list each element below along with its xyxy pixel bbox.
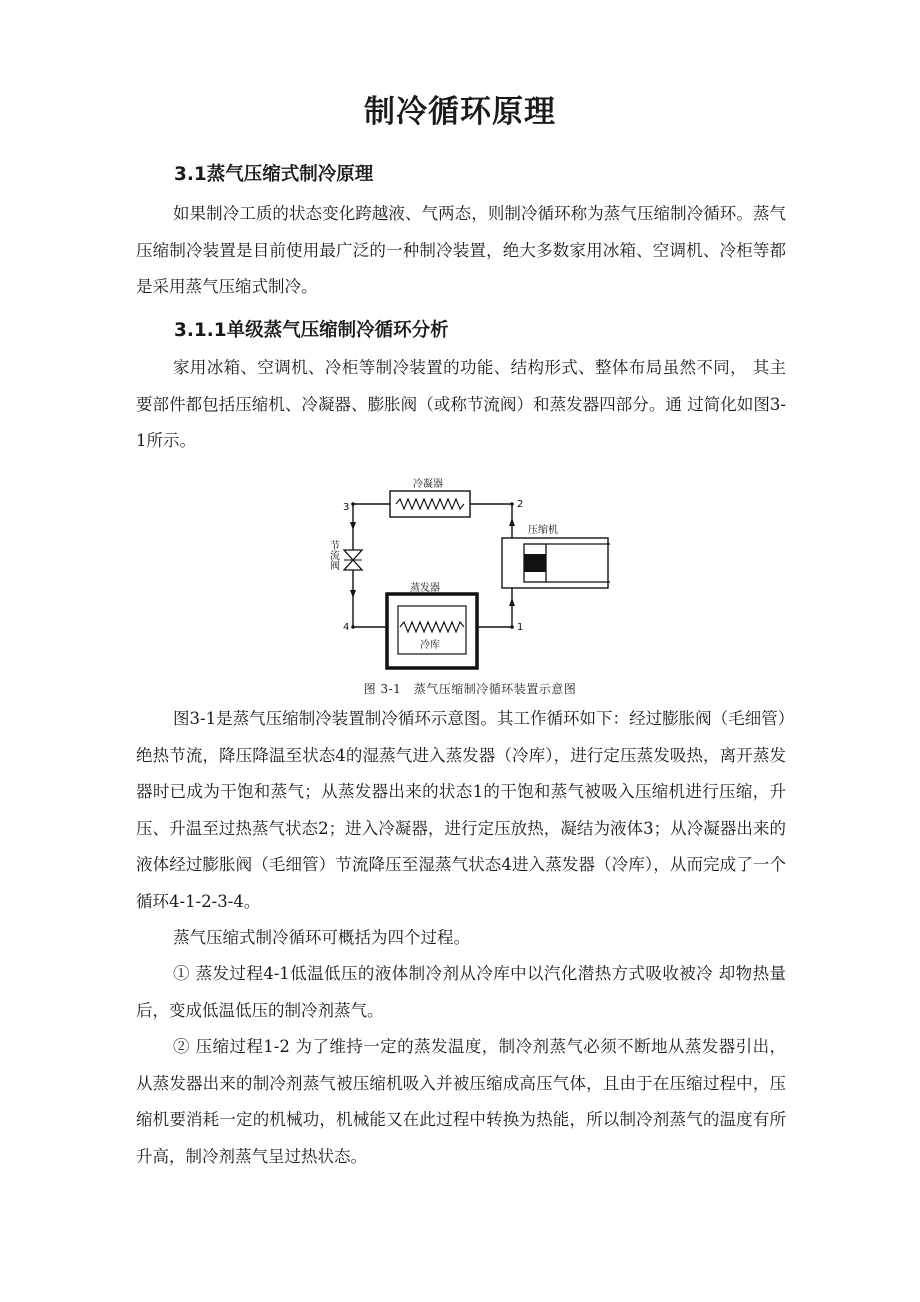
page-title: 制冷循环原理	[364, 94, 556, 130]
refrigeration-cycle-diagram	[320, 470, 610, 676]
flow-arrow-icon	[509, 518, 515, 526]
figure-caption: 图 3-1 蒸气压缩制冷循环装置示意图	[363, 682, 577, 696]
evaporator-label: 蒸发器	[410, 583, 440, 594]
compressor-cylinder	[502, 538, 608, 588]
state-point-3-label: 3	[343, 502, 350, 513]
section-intro-paragraph: 如果制冷工质的状态变化跨越液、气两态，则制冷循环称为蒸气压缩制冷循环。蒸气压缩制冷装置是目前使用最广泛的一种制冷装置，绝大多数家用冰箱、空调机、冷柜等都是采用蒸气压缩式制冷。	[136, 204, 786, 296]
state-point-2-label: 2	[517, 499, 524, 510]
compressor-piston	[524, 554, 546, 572]
pipe-condenser-to-valve	[353, 504, 390, 550]
flow-arrow-icon	[350, 522, 356, 530]
subsection-intro-paragraph: 家用冰箱、空调机、冷柜等制冷装置的功能、结构形式、整体布局虽然不同， 其主要部件都包括压缩机、冷凝器、膨胀阀（或称节流阀）和蒸发器四部分。通 过简化如图3-1所示。	[136, 358, 786, 450]
compressor-label: 压缩机	[528, 525, 558, 536]
process-1-paragraph: ① 蒸发过程4-1低温低压的液体制冷剂从冷库中以汽化潜热方式吸收被冷 却物热量后，变成低温低压的制冷剂蒸气。	[136, 964, 786, 1020]
state-point-3-marker	[351, 502, 355, 506]
condenser-label: 冷凝器	[413, 479, 443, 490]
flow-arrow-icon	[509, 598, 515, 606]
cold-storage-label: 冷库	[420, 640, 440, 651]
condenser-coil	[396, 499, 464, 509]
process-intro-paragraph: 蒸气压缩式制冷循环可概括为四个过程。	[173, 928, 470, 947]
throttle-valve-label: 节流阀	[327, 540, 339, 570]
state-point-1-marker	[510, 625, 514, 629]
pipe-compressor-to-condenser	[470, 504, 512, 538]
figure-description-paragraph: 图3-1是蒸气压缩制冷装置制冷循环示意图。其工作循环如下：经过膨胀阀（毛细管）绝热节流，降压降温至状态4的湿蒸气进入蒸发器（冷库），进行定压蒸发吸热，离开蒸发器时已成为干饱和蒸气；从蒸发器出来的状态1的干饱和蒸气被吸入压缩机进行压缩，升压、升温至过热蒸气状态2；进入冷凝器，进行定压放热，凝结为液体3；从冷凝器出来的液体经过膨胀阀（毛细管）节流降压至湿蒸气状态4进入蒸发器（冷库），从而完成了一个循环4-1-2-3-4。	[136, 709, 786, 911]
state-point-1-label: 1	[517, 622, 524, 633]
section-heading: 3.1蒸气压缩式制冷原理	[174, 164, 374, 185]
state-point-4-label: 4	[343, 622, 350, 633]
state-point-4-marker	[351, 625, 355, 629]
subsection-heading: 3.1.1单级蒸气压缩制冷循环分析	[174, 320, 449, 341]
process-2-paragraph: ② 压缩过程1-2 为了维持一定的蒸发温度，制冷剂蒸气必须不断地从蒸发器引出，从蒸发器出来的制冷剂蒸气被压缩机吸入并被压缩成高压气体，且由于在压缩过程中，压缩机要消耗一定的机械功，机械能又在此过程中转换为热能，所以制冷剂蒸气的温度有所升高，制冷剂蒸气呈过热状态。	[136, 1037, 786, 1166]
flow-arrow-icon	[350, 590, 356, 598]
state-point-2-marker	[510, 502, 514, 506]
